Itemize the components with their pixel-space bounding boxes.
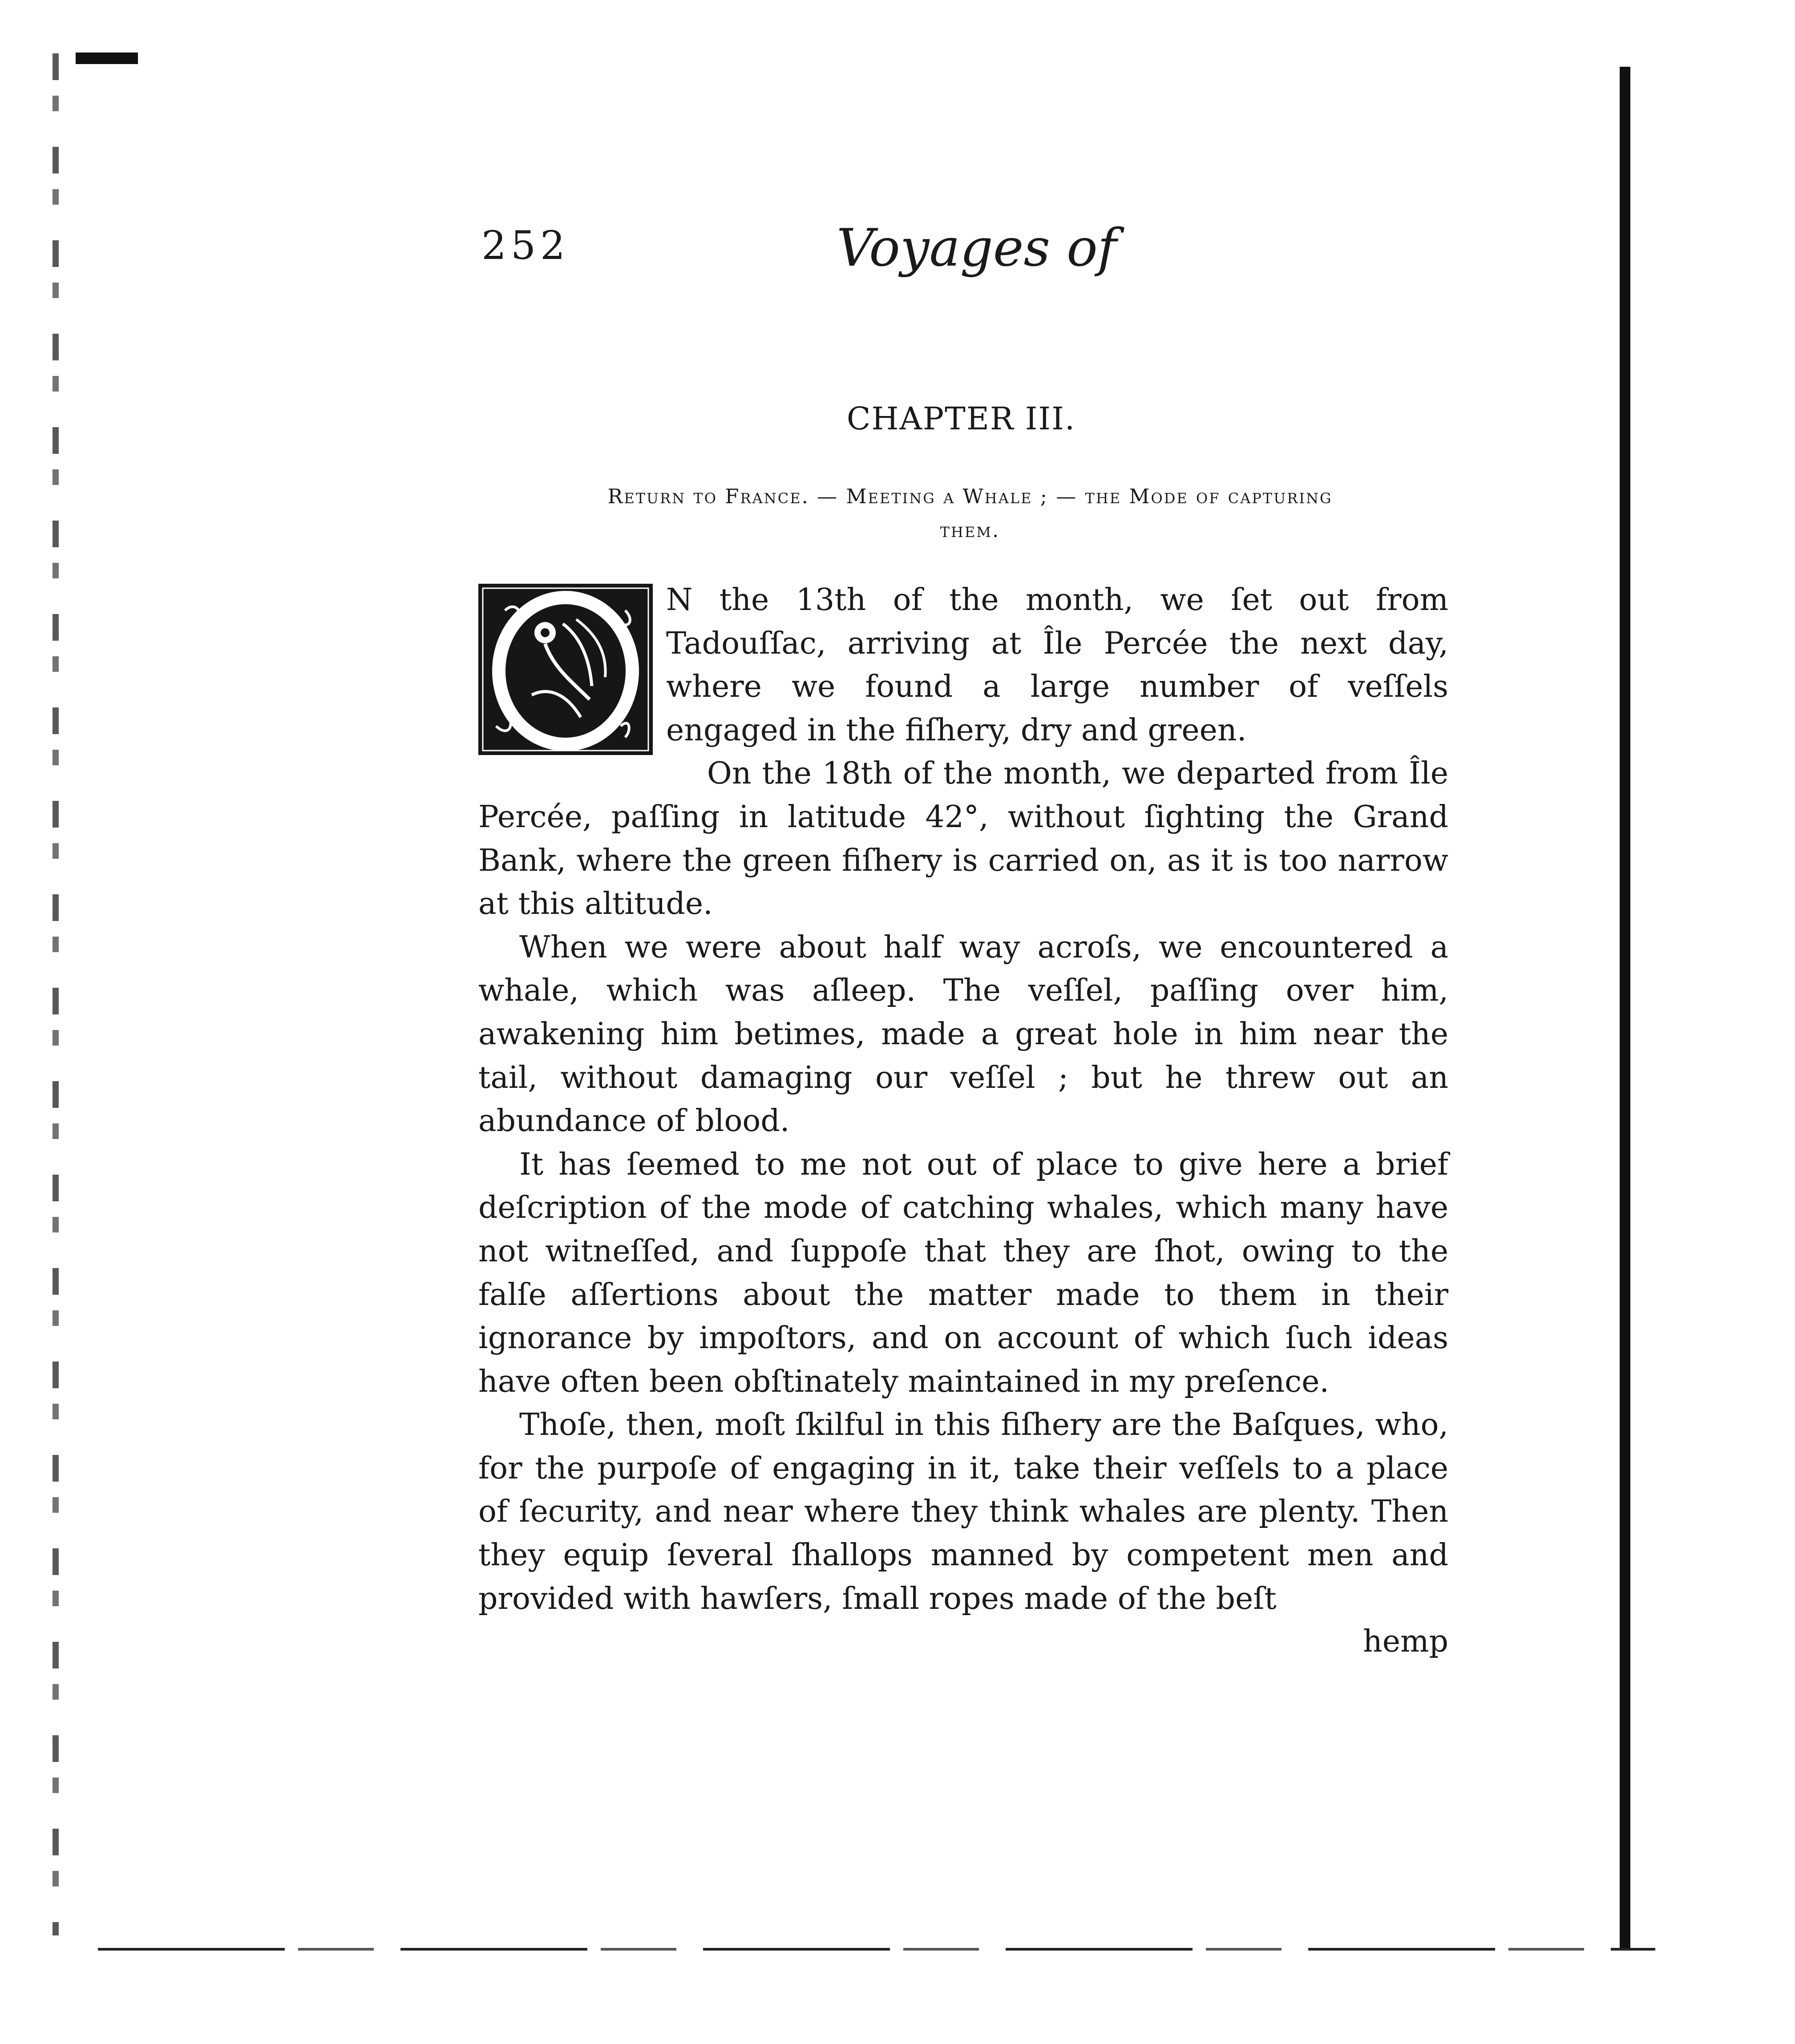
paragraph-3: When we were about half way acroſs, we encountered a whale, which was aſleep. The veſſel, paſſing over him, awakening him betimes, made a great hole in him near the tail, without damaging our veſſel ; but he threw out an abundance of blood. (478, 929, 1448, 1139)
paragraph-1-text: N the 13th of the month, we ſet out from Tadouſſac, arriving at Île Percée the next day, where we found a large number of veſſels engaged in the fiſhery, dry and green. (666, 582, 1448, 748)
body-text (478, 578, 1448, 1620)
chapter-subtitle-line2: them. (940, 518, 1000, 542)
scan-edge-left-top (76, 53, 138, 64)
chapter-title: CHAPTER III. (846, 400, 1076, 437)
scan-edge-right (1620, 67, 1630, 1949)
scan-edge-bottom (98, 1948, 1655, 1951)
paragraph-4: It has ſeemed to me not out of place to give here a brief deſcription of the mode of catching whales, which many have not witneſſed, and ſuppoſe that they are ſhot, owing to the falſe aſſertions about the matter made to them in their ignorance by impoſtors, and on account of which ſuch ideas have often been obſtinately maintained in my preſence. (478, 1147, 1448, 1399)
paragraph-5: Thoſe, then, moſt ſkilful in this fiſhery are the Baſques, who, for the purpoſe of engaging in it, take their veſſels to a place of ſecurity, and near where they think whales are plenty. Then they equip ſeveral ſhallops manned by competent men and provided with hawſers, ſmall ropes made of the beſt (478, 1407, 1448, 1616)
running-head: Voyages of (837, 218, 1117, 278)
page-number: 252 (481, 222, 570, 268)
chapter-subtitle-line1: Return to France. — Meeting a Whale ; — the Mode of capturing (607, 485, 1333, 508)
paragraph-2: On the 18th of the month, we departed from Île Percée, paſſing in latitude 42°, without ſighting the Grand Bank, where the green fiſhery is carried on, as it is too narrow at this altitude. (478, 756, 1448, 922)
ornamental-initial-o-icon (478, 584, 653, 755)
chapter-subtitle (481, 480, 1459, 547)
catchword: hemp (1362, 1624, 1448, 1659)
scan-edge-left (53, 53, 59, 1935)
paragraph-1 (478, 578, 1448, 752)
